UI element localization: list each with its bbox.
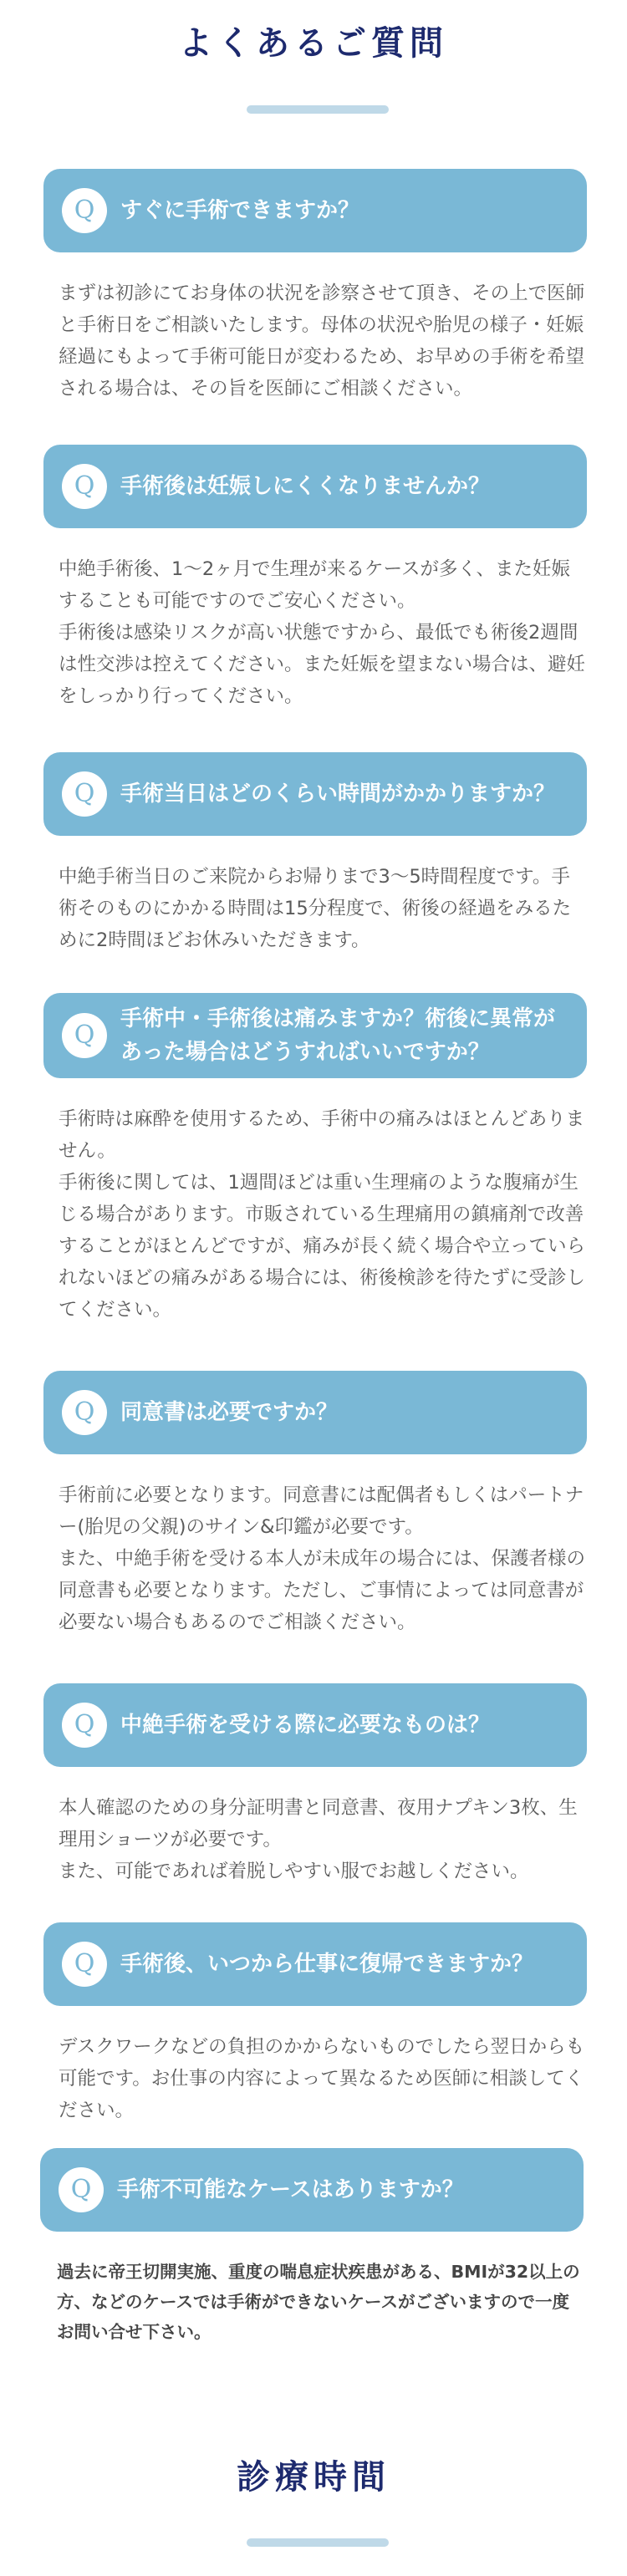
faq-question-text: 手術後、いつから仕事に復帰できますか？ [120,1952,534,1977]
faq-title: よくあるご質問 [179,24,448,63]
faq-answer-paragraph: また、可能であれば着脱しやすい服でお越しください。 [59,1861,529,1882]
faq-answer-paragraph: デスクワークなどの負担のかからないものでしたら翌日からも可能です。お仕事の内容によって異なるため医師に相談してください。 [59,2036,585,2121]
q-badge-icon: Q [62,1390,107,1435]
faq-answer-paragraph: 手術後に関しては、1週間ほどは重い生理痛のような腹痛が生じる場合があります。市販されている生理痛用の鎮痛剤で改善することがほとんどですが、痛みが長く続く場合や立っていられないほどの痛みがある場合には、術後検診を待たずに受診してください。 [59,1172,586,1321]
faq-answer [59,2031,585,2126]
faq-answer [59,1792,585,1887]
faq-answer [59,553,585,712]
faq-item [43,1371,587,1638]
q-badge-icon: Q [62,1942,107,1987]
faq-question-text: 手術不可能なケースはありますか？ [117,2177,464,2202]
faq-answer-paragraph: まずは初診にてお身体の状況を診察させて頂き、その上で医師と手術日をご相談いたします。母体の状況や胎児の様子・妊娠経過にもよって手術可能日が変わるため、お早めの手術を希望される場合は、その旨を医師にご相談ください。 [59,283,585,400]
faq-answer [59,861,585,956]
faq-question-box[interactable] [40,2148,584,2232]
faq-question-box[interactable] [43,1371,587,1454]
faq-question-text: 手術中・手術後は痛みますか？術後に異常があった場合はどうすればいいですか？ [120,1006,556,1065]
faq-question-box[interactable] [43,993,587,1078]
faq-answer-paragraph: 手術時は麻酔を使用するため、手術中の痛みはほとんどありません。 [59,1108,585,1162]
faq-question-text: すぐに手術できますか？ [120,198,360,223]
faq-answer [57,2257,584,2347]
faq-answer [59,1103,585,1326]
faq-item [40,2148,584,2347]
faq-question-text: 手術後は妊娠しにくくなりませんか？ [120,474,491,499]
faq-item [43,169,587,405]
faq-question-text: 手術当日はどのくらい時間がかかりますか？ [120,781,556,807]
faq-question-box[interactable] [43,445,587,528]
faq-item [43,993,587,1326]
faq-answer-paragraph: また、中絶手術を受ける本人が未成年の場合には、保護者様の同意書も必要となります。ただし、ご事情によっては同意書が必要ない場合もあるのでご相談ください。 [59,1548,586,1633]
faq-item [43,1683,587,1887]
faq-answer-paragraph: 中絶手術当日のご来院からお帰りまで3〜5時間程度です。手術そのものにかかる時間は15分程度で、術後の経過をみるために2時間ほどお休みいただきます。 [59,866,572,951]
faq-item [43,445,587,712]
faq-question-text: 中絶手術を受ける際に必要なものは？ [120,1713,491,1738]
hours-title: 診療時間 [237,2458,390,2497]
hours-title-underline [247,2538,389,2547]
faq-question-text: 同意書は必要ですか？ [120,1400,339,1425]
faq-question-box[interactable] [43,1922,587,2006]
faq-item [43,752,587,956]
faq-question-box[interactable] [43,169,587,252]
faq-question-box[interactable] [43,752,587,836]
q-badge-icon: Q [62,1703,107,1748]
faq-answer [59,1479,585,1638]
faq-title-underline [247,105,389,114]
q-badge-icon: Q [62,771,107,817]
faq-answer-paragraph: 過去に帝王切開実施、重度の喘息症状疾患がある、BMIが32以上の方、などのケースでは手術ができないケースがございますので一度お問い合せ下さい。 [57,2262,580,2342]
faq-answer [59,277,585,405]
faq-answer-paragraph: 手術後は感染リスクが高い状態ですから、最低でも術後2週間は性交渉は控えてください。また妊娠を望まない場合は、避妊をしっかり行ってください。 [59,622,586,707]
faq-item [43,1922,587,2126]
q-badge-icon: Q [62,464,107,509]
faq-question-box[interactable] [43,1683,587,1767]
faq-answer-paragraph: 本人確認のための身分証明書と同意書、夜用ナプキン3枚、生理用ショーツが必要です。 [59,1797,578,1851]
q-badge-icon: Q [62,188,107,233]
faq-answer-paragraph: 手術前に必要となります。同意書には配偶者もしくはパートナー(胎児の父親)のサイン&印鑑が必要です。 [59,1484,584,1538]
faq-answer-paragraph: 中絶手術後、1～2ヶ月で生理が来るケースが多く、また妊娠することも可能ですのでご安心ください。 [59,558,571,612]
q-badge-icon: Q [62,1013,107,1058]
q-badge-icon: Q [59,2167,104,2212]
